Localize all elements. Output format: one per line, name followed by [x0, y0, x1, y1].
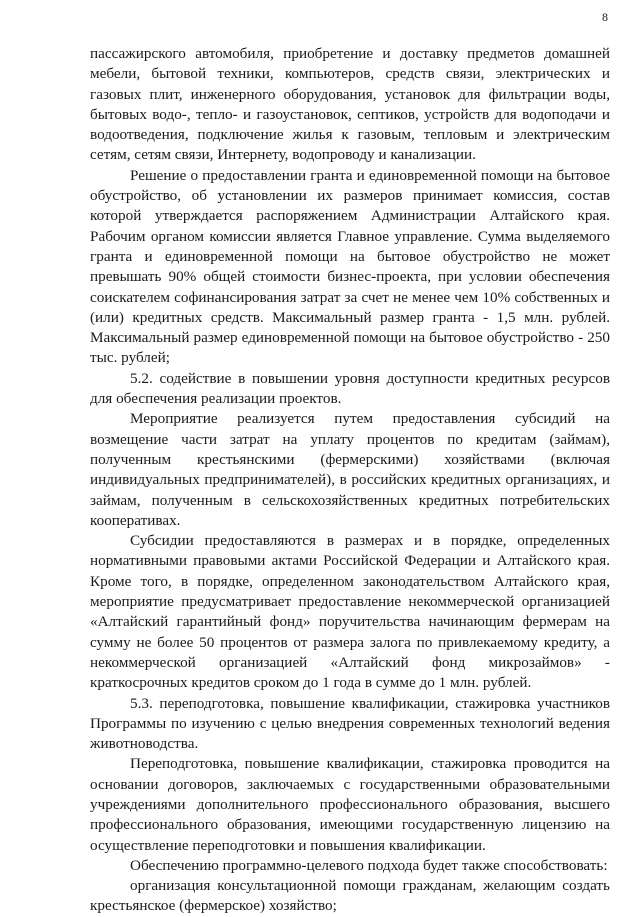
- paragraph-4: Мероприятие реализуется путем предоставления субсидий на возмещение части затрат на уплату процентов по кредитам (займам), полученным крестьянскими (фермерскими) хозяйствами (включая индивидуальных предпринимателей), в российских кредитных организациях, и займам, полученным в сельскохозяйственных кредитных потребительских кооперативах.: [90, 410, 610, 529]
- paragraph-2: Решение о предоставлении гранта и единовременной помощи на бытовое обустройство, об установлении их размеров принимает комиссия, состав которой утверждается распоряжением Администрации Алтайского края. Рабочим органом комиссии является Главное управление. Сумма выделяемого гранта и единовременной помощи на бытовое обустройство не может превышать 90% общей стоимости бизнес-проекта, при условии обеспечения соискателем софинансирования затрат за счет не менее чем 10% собственных и (или) кредитных средств. Максимальный размер гранта - 1,5 млн. рублей. Максимальный размер единовременной помощи на бытовое обустройство - 250 тыс. рублей;: [90, 166, 610, 367]
- paragraph-6: 5.3. переподготовка, повышение квалификации, стажировка участников Программы по изучению с целью внедрения современных технологий ведения животноводства.: [90, 694, 610, 753]
- paragraph-7: Переподготовка, повышение квалификации, стажировка проводится на основании договоров, заключаемых с государственными образовательными учреждениями дополнительного профессионального образования, высшего профессионального образования, имеющими государственную лицензию на осуществление переподготовки и повышения квалификации.: [90, 755, 610, 854]
- page-number: 8: [602, 10, 608, 24]
- document-body: [90, 44, 610, 917]
- paragraph-9: организация консультационной помощи гражданам, желающим создать крестьянское (фермерское) хозяйство;: [90, 877, 610, 915]
- paragraph-3: 5.2. содействие в повышении уровня доступности кредитных ресурсов для обеспечения реализации проектов.: [90, 369, 610, 408]
- paragraph-5: Субсидии предоставляются в размерах и в порядке, определенных нормативными правовыми актами Российской Федерации и Алтайского края. Кроме того, в порядке, определенном законодательством Алтайского края, мероприятие предусматривает предоставление некоммерческой организацией «Алтайский гарантийный фонд» поручительства начинающим фермерам на сумму не более 50 процентов от размера залога по привлекаемому кредиту, а некоммерческой организацией «Алтайский фонд микрозаймов» - краткосрочных кредитов сроком до 1 года в сумме до 1 млн. рублей.: [90, 532, 610, 692]
- paragraph-1: пассажирского автомобиля, приобретение и доставку предметов домашней мебели, бытовой техники, компьютеров, средств связи, электрических и газовых плит, инженерного оборудования, установок для фильтрации воды, бытовых водо-, тепло- и газоустановок, септиков, устройств для водоподачи и водоотведения, подключение жилья к газовым, тепловым и электрическим сетям, сетям связи, Интернету, водопроводу и канализации.: [90, 45, 610, 164]
- paragraph-8: Обеспечению программно-целевого подхода будет также способствовать:: [130, 856, 608, 874]
